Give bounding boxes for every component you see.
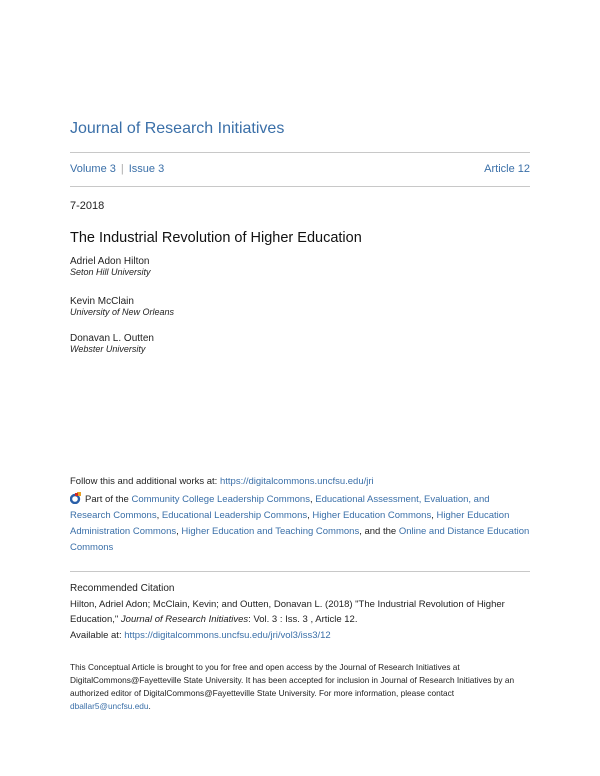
commons-link[interactable]: Online and Distance Education Commons [70,526,530,553]
article-title: The Industrial Revolution of Higher Education [70,230,362,246]
notice-text: This Conceptual Article is brought to you for free and open access by the Journal of Research Initiatives at DigitalCommons@Fayetteville State University. It has been accepted for inclusion in Journal of Research Initiatives by an authorized editor of DigitalCommons@Fayetteville State University. For more information, please contact [70,662,515,698]
available-at [70,628,532,644]
volume-link[interactable]: Volume 3 [70,163,116,175]
issue-link[interactable]: Issue 3 [128,163,165,175]
citation-part: : Vol. 3 : Iss. 3 , Article 12. [248,614,358,625]
commons-link[interactable]: Higher Education Commons [312,510,432,521]
recommended-citation [70,581,532,643]
journal-title[interactable]: Journal of Research Initiatives [70,120,285,137]
citation-part: Hilton, Adriel Adon; McClain, Kevin; and Outten, Donavan L. (2018) "The Industrial Revolution of Higher Education," [70,598,505,625]
notice-end: . [148,701,151,711]
access-notice [70,661,532,713]
divider [70,186,530,187]
commons-link[interactable]: Higher Education and Teaching Commons [181,526,360,537]
available-label: Available at: [70,629,125,641]
author-name: Donavan L. Outten [70,333,154,344]
part-of-prefix: Part of the [85,494,132,505]
part-of-block [70,492,532,556]
publication-date: 7-2018 [70,200,105,212]
comma: , [309,494,316,505]
separator: | [120,163,124,175]
author-affiliation: Seton Hill University [70,267,151,277]
divider [70,571,530,572]
commons-link[interactable]: Educational Leadership Commons [161,510,308,521]
citation-journal: Journal of Research Initiatives [120,614,249,625]
follow-text: Follow this and additional works at: [70,476,220,487]
follow-line [70,474,532,490]
comma: , [176,526,182,537]
divider [70,152,530,153]
comma: , [307,510,313,521]
volume-issue-row [70,163,530,175]
author-name: Kevin McClain [70,296,134,307]
author-block [70,256,151,277]
author-block [70,296,174,317]
commons-link[interactable]: Educational Assessment, Evaluation, and Research Commons [70,494,490,521]
author-affiliation: Webster University [70,344,146,354]
follow-link[interactable]: https://digitalcommons.uncfsu.edu/jri [219,476,374,487]
comma: , [156,510,162,521]
author-name: Adriel Adon Hilton [70,256,150,267]
and-the: , and the [359,526,399,537]
commons-link[interactable]: Higher Education Administration Commons [70,510,510,537]
author-affiliation: University of New Orleans [70,307,175,317]
author-block [70,333,154,354]
contact-email-link[interactable]: dballar5@uncfsu.edu [70,701,149,711]
article-url-link[interactable]: https://digitalcommons.uncfsu.edu/jri/vol3/iss3/12 [124,629,331,641]
commons-link[interactable]: Community College Leadership Commons [131,494,310,505]
citation-heading: Recommended Citation [70,583,175,594]
citation-text [70,597,532,628]
comma: , [431,510,437,521]
network-logo-icon [70,492,82,504]
article-link[interactable]: Article 12 [484,163,530,175]
